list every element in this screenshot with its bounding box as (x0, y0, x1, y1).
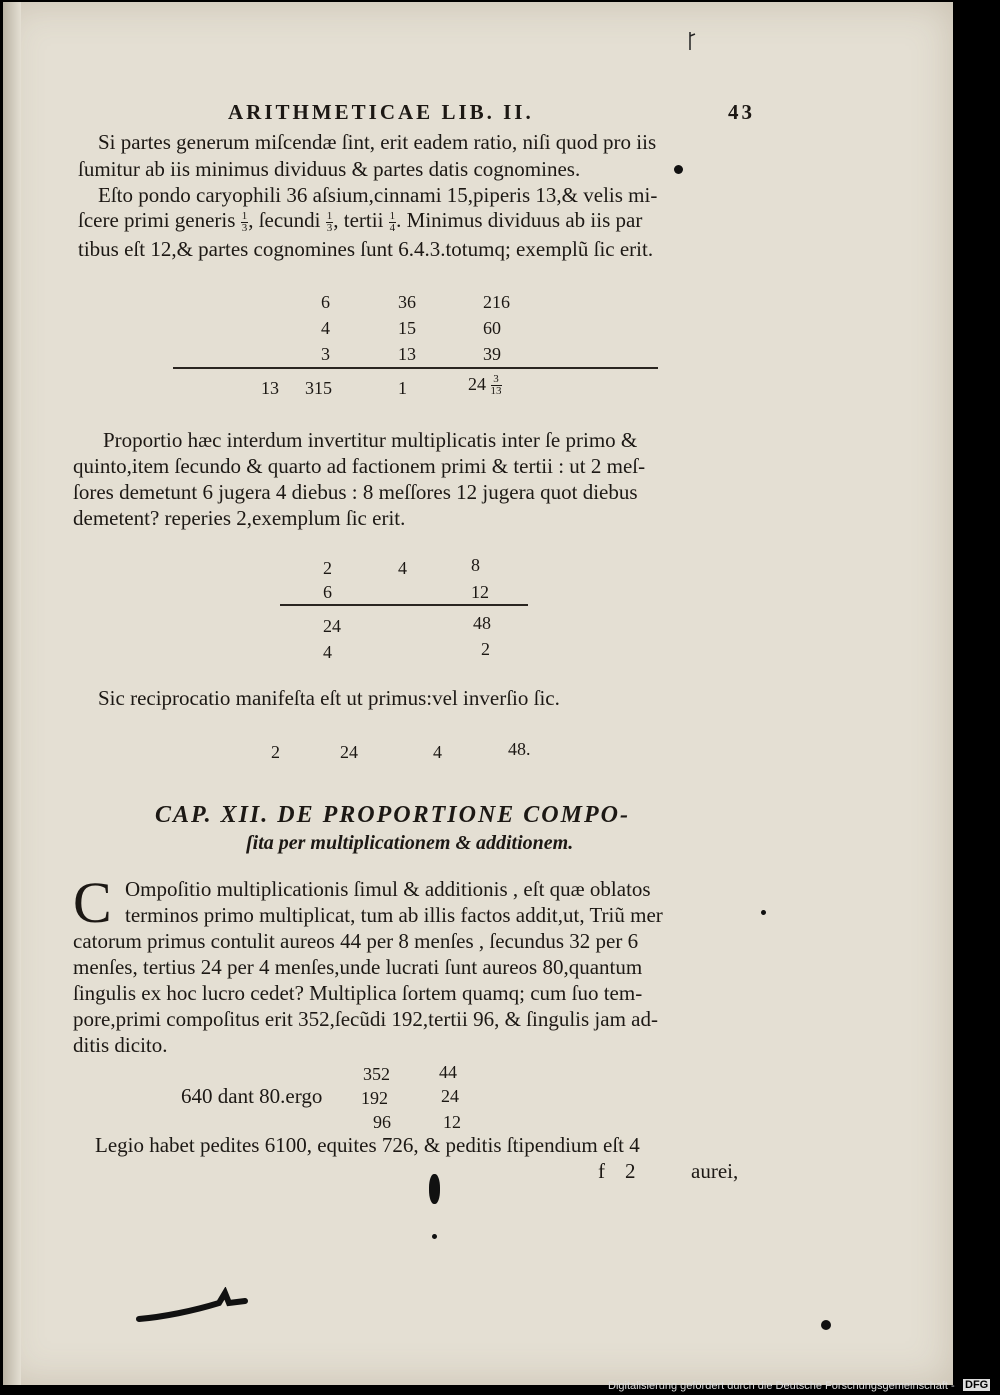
text-line: Proportio hæc interdum invertitur multiplicatis inter ſe primo & (103, 428, 638, 452)
text-line: 2 (625, 1159, 636, 1183)
text-line: menſes, tertius 24 per 4 menſes,unde lucrati ſunt aureos 80,quantum (73, 955, 643, 979)
table-cell: 6 (321, 292, 330, 312)
table-cell: 192 (361, 1088, 388, 1108)
text-line: ditis dicito. (73, 1033, 168, 1057)
table-cell: 24 (340, 742, 358, 762)
chapter-subheading: ſita per multiplicationem & additionem. (246, 832, 574, 854)
table-cell: 3 (321, 344, 330, 364)
text-line: ſcere primi generis $\frac{1}{3}$ , ſecundi $\frac{1}{3}$ , tertii $\frac{1}{4}$ . Minimus dividuus ab iis par (78, 208, 643, 234)
table-cell: 2 (323, 558, 332, 578)
text-line: pore,primi compoſitus erit 352,ſecũdi 192,tertii 96, & ſingulis jam ad- (73, 1007, 658, 1031)
text-line: f (598, 1159, 605, 1183)
dfg-logo: DFG (965, 1379, 989, 1391)
page-gutter (3, 2, 21, 1385)
text-line: ſores demetunt 6 jugera 4 diebus : 8 meſſores 12 jugera quot diebus (73, 480, 638, 504)
table-cell: 8 (471, 555, 480, 575)
drop-initial: C (73, 870, 112, 935)
table-cell: 2 (271, 742, 280, 762)
table-rule (280, 604, 528, 606)
table-cell: 4 (323, 642, 332, 662)
text-line: Sic reciprocatio manifeſta eſt ut primus:vel inverſio ſic. (98, 686, 560, 710)
table-cell: 48. (508, 739, 531, 759)
table-cell: 48 (473, 613, 491, 633)
table-cell: 1 (398, 378, 407, 398)
text-line: ſingulis ex hoc lucro cedet? Multiplica ſortem quamq; cum ſuo tem- (73, 981, 643, 1005)
table-cell: 352 (363, 1064, 390, 1084)
table-cell: 15 (398, 318, 416, 338)
table-cell: 4 (321, 318, 330, 338)
table-rule (173, 367, 658, 369)
page-number: 43 (728, 100, 755, 124)
text-line: Eſto pondo caryophili 36 aſsium,cinnami 15,piperis 13,& velis mi- (98, 183, 658, 207)
book-page (3, 2, 953, 1385)
table-cell: 24 $\frac{3}{13}$ (468, 373, 502, 398)
text-line: Ompoſitio multiplicationis ſimul & additionis , eſt quæ oblatos (125, 877, 651, 901)
running-title: ARITHMETICAE LIB. II. (228, 100, 534, 124)
ink-spot (821, 1320, 831, 1330)
text-line: tibus eſt 12,& partes cognomines ſunt 6.4.3.totumq; exemplũ ſic erit. (78, 237, 654, 261)
fraction: $\frac{1}{3}$ (326, 209, 333, 234)
table-cell: 2 (481, 639, 490, 659)
fraction: $\frac{1}{3}$ (241, 209, 248, 234)
chapter-heading: CAP. XII. DE PROPORTIONE COMPO- (155, 802, 630, 828)
text-line: quinto,item ſecundo & quarto ad factionem primi & tertii : ut 2 meſ- (73, 454, 646, 478)
table-cell: 44 (439, 1062, 457, 1082)
table-cell: 24 (323, 616, 341, 636)
text-line: ſumitur ab iis minimus dividuus & partes datis cognomines. (78, 157, 581, 181)
table-cell: 39 (483, 344, 501, 364)
table-cell: 12 (443, 1112, 461, 1132)
ink-spot (432, 1234, 437, 1239)
table-cell: 4 (433, 742, 442, 762)
table-cell: 60 (483, 318, 501, 338)
table-cell: 12 (471, 582, 489, 602)
table-cell: 216 (483, 292, 510, 312)
text-line: 640 dant 80.ergo (181, 1084, 323, 1108)
footer-text: Digitalisierung gefördert durch die Deutsche Forschungsgemeinschaft - (608, 1380, 955, 1392)
ink-mark (686, 30, 698, 52)
table-cell: 4 (398, 558, 407, 578)
text-line: Legio habet pedites 6100, equites 726, & peditis ſtipendium eſt 4 (95, 1133, 640, 1157)
ink-spot (761, 910, 766, 915)
table-cell: 6 (323, 582, 332, 602)
ink-spot (429, 1174, 440, 1204)
table-cell: 96 (373, 1112, 391, 1132)
fraction: $\frac{3}{13}$ (490, 373, 502, 398)
table-cell: 36 (398, 292, 416, 312)
table-cell: 13 (398, 344, 416, 364)
ink-spot (674, 165, 683, 174)
text-line: catorum primus contulit aureos 44 per 8 menſes , ſecundus 32 per 6 (73, 929, 639, 953)
ink-stroke (133, 1287, 253, 1327)
table-cell: 315 (305, 378, 332, 398)
text-line: Si partes generum miſcendæ ſint, erit eadem ratio, niſi quod pro iis (98, 130, 657, 154)
fraction: $\frac{1}{4}$ (389, 209, 396, 234)
catchword: aurei, (691, 1159, 739, 1183)
text-line: demetent? reperies 2,exemplum ſic erit. (73, 506, 406, 530)
table-cell: 24 (441, 1086, 459, 1106)
text-line: terminos primo multiplicat, tum ab illis factos addit,ut, Triũ mer (125, 903, 663, 927)
table-cell: 13 (261, 378, 279, 398)
